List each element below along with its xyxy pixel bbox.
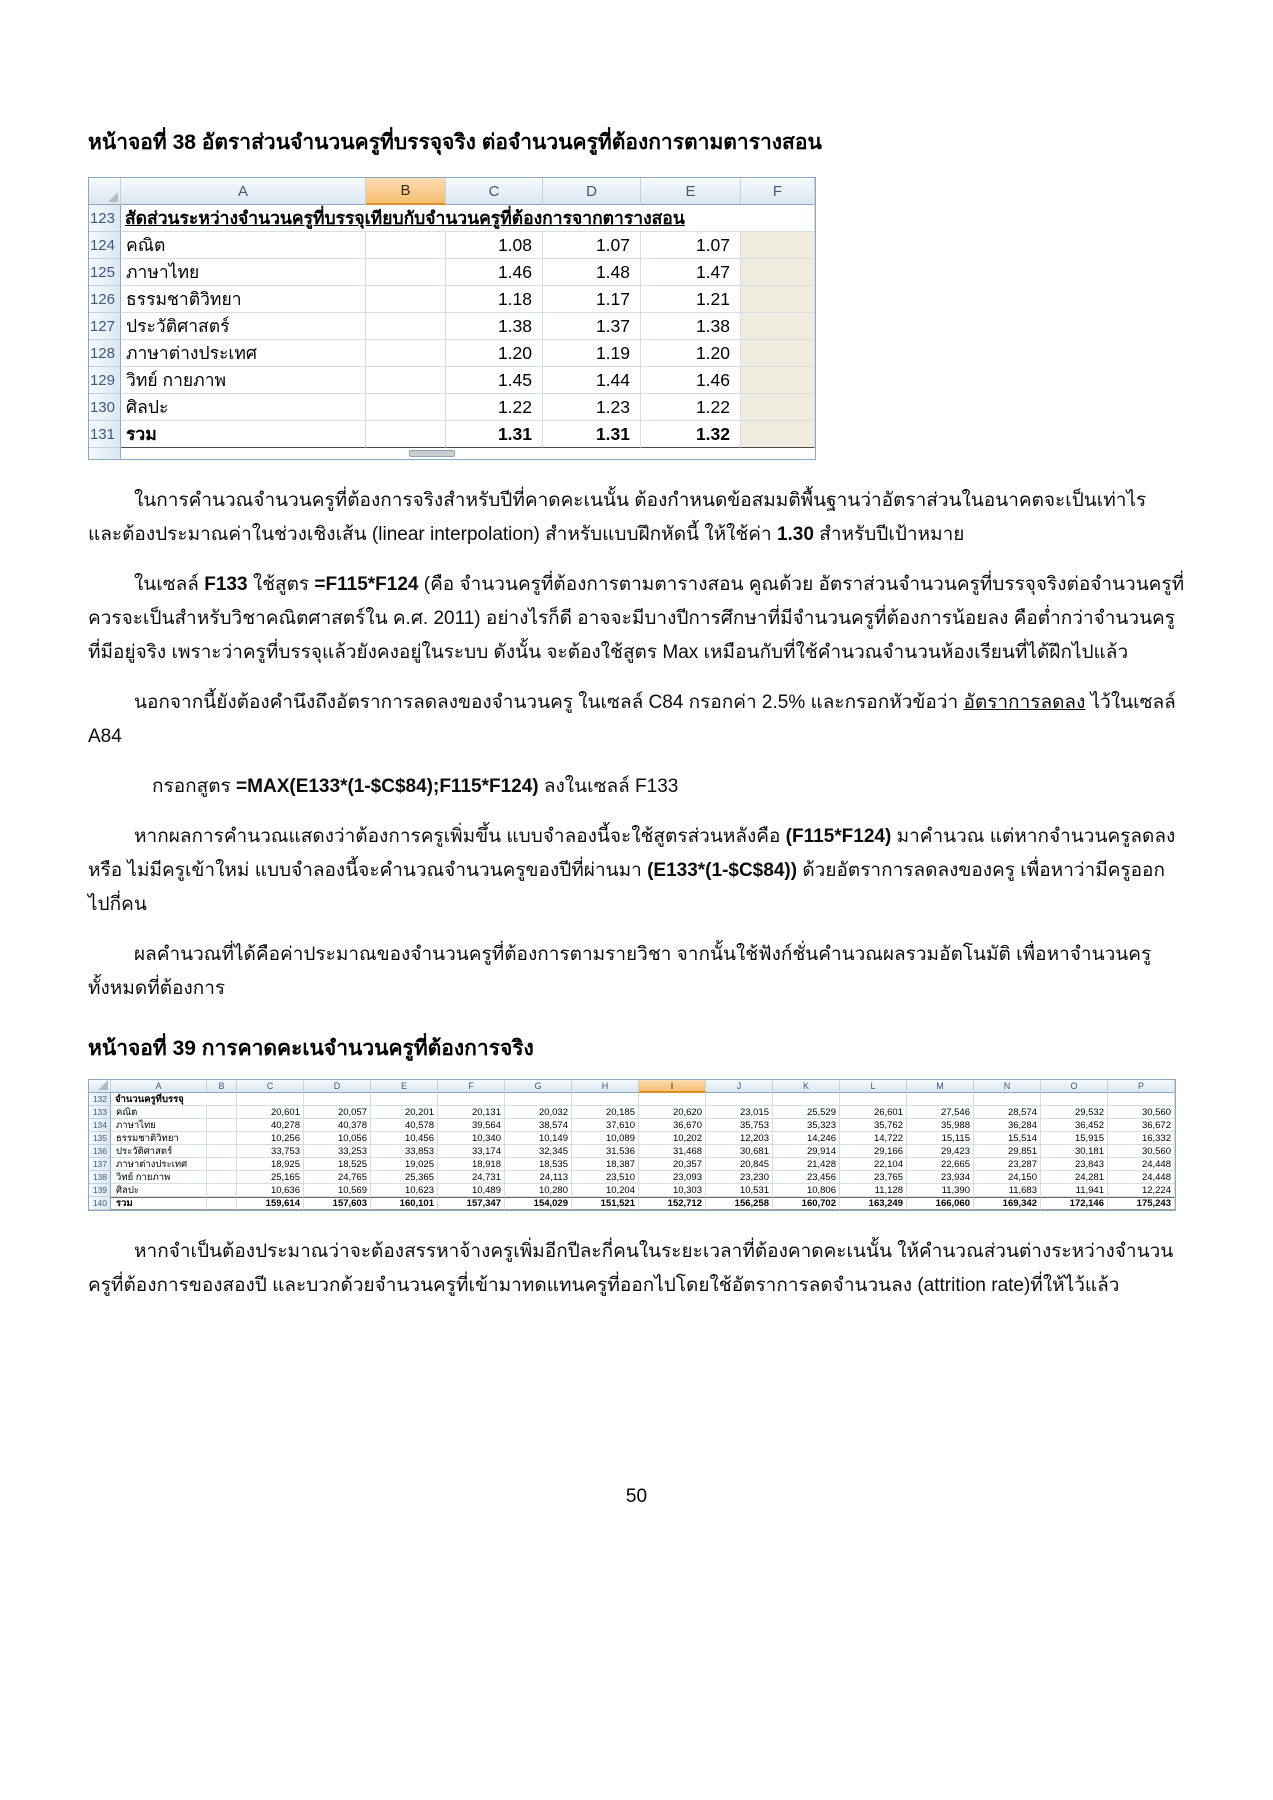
sheet-row-133 xyxy=(89,1106,1175,1119)
column-header-i: I xyxy=(639,1080,706,1093)
ratio-value-cell: 1.46 xyxy=(446,259,543,286)
count-value-cell: 11,390 xyxy=(907,1184,974,1197)
ratio-value-cell: 1.37 xyxy=(543,313,641,340)
count-value-cell: 26,601 xyxy=(840,1106,907,1119)
empty-cell xyxy=(207,1132,237,1145)
column-header-m: M xyxy=(907,1080,974,1093)
sheet-row-137 xyxy=(89,1158,1175,1171)
count-value-cell: 25,165 xyxy=(237,1171,304,1184)
empty-cell xyxy=(741,259,815,286)
count-value-cell: 18,387 xyxy=(572,1158,639,1171)
count-value-cell: 11,941 xyxy=(1041,1184,1108,1197)
count-value-cell: 163,249 xyxy=(840,1197,907,1210)
subject-label-cell: ประวัติศาสตร์ xyxy=(111,1145,207,1158)
count-value-cell: 15,915 xyxy=(1041,1132,1108,1145)
count-value-cell: 40,578 xyxy=(371,1119,438,1132)
bold-text-run: 1.30 xyxy=(776,524,814,545)
count-value-cell: 24,731 xyxy=(438,1171,505,1184)
count-value-cell: 40,378 xyxy=(304,1119,371,1132)
count-value-cell: 10,489 xyxy=(438,1184,505,1197)
column-header-f: F xyxy=(438,1080,505,1093)
count-value-cell: 16,332 xyxy=(1108,1132,1175,1145)
count-value-cell: 159,614 xyxy=(237,1197,304,1210)
empty-cell xyxy=(741,286,815,313)
row-number: 133 xyxy=(89,1106,111,1119)
empty-cell xyxy=(505,1093,572,1106)
count-value-cell: 20,032 xyxy=(505,1106,572,1119)
column-header-row xyxy=(89,1080,1175,1093)
paragraph-model-explanation xyxy=(88,820,1185,922)
empty-cell xyxy=(974,1093,1041,1106)
ratio-value-cell: 1.17 xyxy=(543,286,641,313)
empty-cell xyxy=(1041,1093,1108,1106)
count-value-cell: 160,101 xyxy=(371,1197,438,1210)
count-value-cell: 25,365 xyxy=(371,1171,438,1184)
count-value-cell: 31,468 xyxy=(639,1145,706,1158)
ratio-value-cell: 1.47 xyxy=(641,259,741,286)
ratio-value-cell: 1.46 xyxy=(641,367,741,394)
count-value-cell: 14,722 xyxy=(840,1132,907,1145)
subject-label-cell: ประวัติศาสตร์ xyxy=(121,313,366,340)
count-value-cell: 23,510 xyxy=(572,1171,639,1184)
empty-cell xyxy=(371,1093,438,1106)
empty-cell xyxy=(773,1093,840,1106)
count-value-cell: 152,712 xyxy=(639,1197,706,1210)
count-value-cell: 18,918 xyxy=(438,1158,505,1171)
count-value-cell: 30,560 xyxy=(1108,1106,1175,1119)
count-value-cell: 23,456 xyxy=(773,1171,840,1184)
underlined-text-run: อัตราการลดลง xyxy=(963,692,1086,713)
count-value-cell: 36,672 xyxy=(1108,1119,1175,1132)
subject-label-cell: รวม xyxy=(121,421,366,448)
column-header-l: L xyxy=(840,1080,907,1093)
empty-cell xyxy=(741,367,815,394)
partial-row xyxy=(89,448,815,459)
ratio-value-cell: 1.31 xyxy=(543,421,641,448)
empty-cell xyxy=(366,259,446,286)
count-value-cell: 10,623 xyxy=(371,1184,438,1197)
bold-text-run: F133 xyxy=(204,574,248,595)
count-value-cell: 23,765 xyxy=(840,1171,907,1184)
count-value-cell: 21,428 xyxy=(773,1158,840,1171)
empty-cell xyxy=(438,1093,505,1106)
row-number: 136 xyxy=(89,1145,111,1158)
empty-cell xyxy=(237,1093,304,1106)
count-value-cell: 10,456 xyxy=(371,1132,438,1145)
count-value-cell: 36,452 xyxy=(1041,1119,1108,1132)
empty-cell xyxy=(366,421,446,448)
column-header-row xyxy=(89,178,815,205)
sheet-row-139 xyxy=(89,1184,1175,1197)
column-header-h: H xyxy=(572,1080,639,1093)
count-value-cell: 11,128 xyxy=(840,1184,907,1197)
row-number: 130 xyxy=(89,394,121,421)
count-value-cell: 23,843 xyxy=(1041,1158,1108,1171)
ratio-value-cell: 1.20 xyxy=(641,340,741,367)
count-value-cell: 31,536 xyxy=(572,1145,639,1158)
empty-cell xyxy=(706,1093,773,1106)
text-run: หากจำเป็นต้องประมาณว่าจะต้องสรรหาจ้างครูเพิ่มอีกปีละกี่คนในระยะเวลาที่ต้องคาดคะเนนั้น ให้คำนวณส่วนต่างระหว่างจำนวนครูที่ต้องการของสองปี และบวกด้วยจำนวนครูที่เข้ามาทดแทนครูที่ออกไปโดยใช้อัตราการลดจำนวนลง (attrition rate)ที่ให้ไว้แล้ว xyxy=(88,1241,1174,1296)
count-value-cell: 23,093 xyxy=(639,1171,706,1184)
count-value-cell: 38,574 xyxy=(505,1119,572,1132)
row-number: 126 xyxy=(89,286,121,313)
ratio-value-cell: 1.18 xyxy=(446,286,543,313)
count-value-cell: 10,204 xyxy=(572,1184,639,1197)
count-value-cell: 33,174 xyxy=(438,1145,505,1158)
count-value-cell: 28,574 xyxy=(974,1106,1041,1119)
count-value-cell: 24,765 xyxy=(304,1171,371,1184)
text-run: ใช้สูตร xyxy=(247,574,315,595)
count-value-cell: 23,287 xyxy=(974,1158,1041,1171)
count-value-cell: 32,345 xyxy=(505,1145,572,1158)
column-header-c: C xyxy=(237,1080,304,1093)
empty-cell xyxy=(741,394,815,421)
column-header-e: E xyxy=(371,1080,438,1093)
sheet-title-cell: สัดส่วนระหว่างจำนวนครูที่บรรจุเทียบกับจำนวนครูที่ต้องการจากตารางสอน xyxy=(121,205,815,232)
count-value-cell: 20,057 xyxy=(304,1106,371,1119)
text-run: หากผลการคำนวณแสดงว่าต้องการครูเพิ่มขึ้น แบบจำลองนี้จะใช้สูตรส่วนหลังคือ xyxy=(134,826,786,847)
column-header-b: B xyxy=(207,1080,237,1093)
count-value-cell: 20,131 xyxy=(438,1106,505,1119)
empty-cell xyxy=(207,1119,237,1132)
text-run: กรอกสูตร xyxy=(152,776,237,797)
text-run: ด้วยอัตราการลดลงของครู เพื่อหาว่ามีครูออกไปกี่คน xyxy=(88,860,1165,915)
empty-cell xyxy=(207,1184,237,1197)
count-value-cell: 30,560 xyxy=(1108,1145,1175,1158)
column-header-b: B xyxy=(366,178,446,205)
count-value-cell: 36,284 xyxy=(974,1119,1041,1132)
row-number: 134 xyxy=(89,1119,111,1132)
screen-38-heading: หน้าจอที่ 38 อัตราส่วนจำนวนครูที่บรรจุจริง ต่อจำนวนครูที่ต้องการตามตารางสอน xyxy=(88,131,822,154)
ratio-value-cell: 1.20 xyxy=(446,340,543,367)
ratio-value-cell: 1.38 xyxy=(641,313,741,340)
count-value-cell: 20,845 xyxy=(706,1158,773,1171)
count-value-cell: 156,258 xyxy=(706,1197,773,1210)
sheet-row-125 xyxy=(89,259,815,286)
count-value-cell: 20,601 xyxy=(237,1106,304,1119)
ratio-value-cell: 1.21 xyxy=(641,286,741,313)
text-run: (คือ จำนวนครูที่ต้องการตามตารางสอน คูณด้วย อัตราส่วนจำนวนครูที่บรรจุจริงต่อจำนวนครูที่ควรจะเป็นสำหรับวิชาคณิตศาสตร์ใน ค.ศ. 2011) อย่างไรก็ดี อาจจะมีบางปีการศึกษาที่มีจำนวนครูที่ต้องการน้อยลง คือต่ำกว่าจำนวนครูที่มีอยู่จริง เพราะว่าครูที่บรรจุแล้วยังคงอยู่ในระบบ ดังนั้น จะต้องใช้สูตร Max เหมือนกับที่ใช้คำนวณจำนวนห้องเรียนที่ได้ฝึกไปแล้ว xyxy=(88,574,1185,663)
count-value-cell: 10,531 xyxy=(706,1184,773,1197)
row-number: 124 xyxy=(89,232,121,259)
count-value-cell: 160,702 xyxy=(773,1197,840,1210)
count-value-cell: 22,665 xyxy=(907,1158,974,1171)
row-number: 140 xyxy=(89,1197,111,1210)
count-value-cell: 10,280 xyxy=(505,1184,572,1197)
column-header-g: G xyxy=(505,1080,572,1093)
count-value-cell: 24,113 xyxy=(505,1171,572,1184)
text-run: ในเซลล์ xyxy=(134,574,205,595)
subject-label-cell: รวม xyxy=(111,1197,207,1210)
count-value-cell: 20,185 xyxy=(572,1106,639,1119)
count-value-cell: 35,762 xyxy=(840,1119,907,1132)
row-number: 129 xyxy=(89,367,121,394)
count-value-cell: 10,149 xyxy=(505,1132,572,1145)
row-number: 135 xyxy=(89,1132,111,1145)
paragraph-result-summary xyxy=(88,938,1185,1006)
count-value-cell: 35,753 xyxy=(706,1119,773,1132)
count-value-cell: 29,851 xyxy=(974,1145,1041,1158)
row-number: 131 xyxy=(89,421,121,448)
count-value-cell: 37,610 xyxy=(572,1119,639,1132)
column-header-o: O xyxy=(1041,1080,1108,1093)
count-value-cell: 10,569 xyxy=(304,1184,371,1197)
sheet-row-124 xyxy=(89,232,815,259)
empty-cell xyxy=(207,1106,237,1119)
count-value-cell: 40,278 xyxy=(237,1119,304,1132)
column-header-a: A xyxy=(111,1080,207,1093)
subject-label-cell: คณิต xyxy=(121,232,366,259)
subject-label-cell: คณิต xyxy=(111,1106,207,1119)
count-value-cell: 15,514 xyxy=(974,1132,1041,1145)
paragraph-attrition-entry xyxy=(88,686,1185,754)
count-value-cell: 33,253 xyxy=(304,1145,371,1158)
count-value-cell: 10,303 xyxy=(639,1184,706,1197)
count-value-cell: 12,224 xyxy=(1108,1184,1175,1197)
text-run: ผลคำนวณที่ได้คือค่าประมาณของจำนวนครูที่ต้องการตามรายวิชา จากนั้นใช้ฟังก์ชั่นคำนวณผลรวมอัตโนมัติ เพื่อหาจำนวนครูทั้งหมดที่ต้องการ xyxy=(88,944,1152,999)
count-value-cell: 24,448 xyxy=(1108,1171,1175,1184)
count-value-cell: 15,115 xyxy=(907,1132,974,1145)
column-header-j: J xyxy=(706,1080,773,1093)
count-value-cell: 30,181 xyxy=(1041,1145,1108,1158)
select-all-corner xyxy=(89,1080,111,1093)
count-value-cell: 172,146 xyxy=(1041,1197,1108,1210)
ratio-value-cell: 1.31 xyxy=(446,421,543,448)
text-run: นอกจากนี้ยังต้องคำนึงถึงอัตราการลดลงของจำนวนครู ในเซลล์ C84 กรอกค่า 2.5% และกรอกหัวข้อว่า xyxy=(134,692,964,713)
count-value-cell: 175,243 xyxy=(1108,1197,1175,1210)
count-value-cell: 36,670 xyxy=(639,1119,706,1132)
sheet-row-128 xyxy=(89,340,815,367)
count-value-cell: 23,015 xyxy=(706,1106,773,1119)
count-value-cell: 25,529 xyxy=(773,1106,840,1119)
ratio-value-cell: 1.07 xyxy=(543,232,641,259)
subject-label-cell: ธรรมชาติวิทยา xyxy=(111,1132,207,1145)
subject-label-cell: ศิลปะ xyxy=(121,394,366,421)
subject-label-cell: ศิลปะ xyxy=(111,1184,207,1197)
sheet-row-136 xyxy=(89,1145,1175,1158)
select-all-corner xyxy=(89,178,121,205)
count-value-cell: 10,806 xyxy=(773,1184,840,1197)
count-value-cell: 18,525 xyxy=(304,1158,371,1171)
count-value-cell: 166,060 xyxy=(907,1197,974,1210)
bold-text-run: (E133*(1-$C$84)) xyxy=(647,860,798,881)
subject-label-cell: วิทย์ กายภาพ xyxy=(121,367,366,394)
empty-cell xyxy=(366,394,446,421)
text-run: ลงในเซลล์ F133 xyxy=(538,776,679,797)
subject-label-cell: ภาษาต่างประเทศ xyxy=(111,1158,207,1171)
empty-cell xyxy=(741,340,815,367)
count-value-cell: 39,564 xyxy=(438,1119,505,1132)
bold-text-run: (F115*F124) xyxy=(785,826,892,847)
ratio-value-cell: 1.44 xyxy=(543,367,641,394)
empty-cell xyxy=(366,232,446,259)
count-value-cell: 33,753 xyxy=(237,1145,304,1158)
count-value-cell: 10,340 xyxy=(438,1132,505,1145)
column-header-n: N xyxy=(974,1080,1041,1093)
empty-cell xyxy=(207,1197,237,1210)
count-value-cell: 18,535 xyxy=(505,1158,572,1171)
excel-screenshot-teacher-ratios xyxy=(88,177,816,460)
count-value-cell: 14,246 xyxy=(773,1132,840,1145)
count-value-cell: 35,323 xyxy=(773,1119,840,1132)
paragraph-f133-formula xyxy=(88,568,1185,670)
screen-39-heading: หน้าจอที่ 39 การคาดคะเนจำนวนครูที่ต้องการจริง xyxy=(88,1037,534,1060)
column-header-e: E xyxy=(641,178,741,205)
count-value-cell: 29,914 xyxy=(773,1145,840,1158)
empty-cell xyxy=(572,1093,639,1106)
sheet-row-134 xyxy=(89,1119,1175,1132)
row-number: 137 xyxy=(89,1158,111,1171)
column-header-k: K xyxy=(773,1080,840,1093)
ratio-value-cell: 1.45 xyxy=(446,367,543,394)
count-value-cell: 24,150 xyxy=(974,1171,1041,1184)
column-header-c: C xyxy=(446,178,543,205)
count-value-cell: 154,029 xyxy=(505,1197,572,1210)
count-value-cell: 19,025 xyxy=(371,1158,438,1171)
count-value-cell: 24,448 xyxy=(1108,1158,1175,1171)
empty-cell xyxy=(207,1171,237,1184)
ratio-value-cell: 1.48 xyxy=(543,259,641,286)
count-value-cell: 10,202 xyxy=(639,1132,706,1145)
count-value-cell: 24,281 xyxy=(1041,1171,1108,1184)
empty-cell xyxy=(1108,1093,1175,1106)
column-header-f: F xyxy=(741,178,815,205)
count-value-cell: 151,521 xyxy=(572,1197,639,1210)
subject-label-cell: ภาษาต่างประเทศ xyxy=(121,340,366,367)
paragraph-recruitment xyxy=(88,1235,1185,1303)
bold-text-run: =F115*F124 xyxy=(314,574,419,595)
sheet-row-131 xyxy=(89,421,815,448)
row-number: 132 xyxy=(89,1093,111,1106)
paragraph-assumption xyxy=(88,484,1185,552)
section-title-cell: จำนวนครูที่บรรจุ xyxy=(111,1093,237,1106)
count-value-cell: 157,603 xyxy=(304,1197,371,1210)
empty-cell xyxy=(207,1145,237,1158)
row-gutter xyxy=(89,448,121,459)
count-value-cell: 20,357 xyxy=(639,1158,706,1171)
count-value-cell: 18,925 xyxy=(237,1158,304,1171)
count-value-cell: 12,203 xyxy=(706,1132,773,1145)
sheet-row-123 xyxy=(89,205,815,232)
count-value-cell: 10,056 xyxy=(304,1132,371,1145)
text-run: มาคำนวณ แต่หากจำนวนครูลดลง หรือ ไม่มีครูเข้าใหม่ แบบจำลองนี้จะคำนวณจำนวนครูของปีที่ผ่านมา xyxy=(88,826,1176,881)
count-value-cell: 27,546 xyxy=(907,1106,974,1119)
empty-cell xyxy=(304,1093,371,1106)
column-header-d: D xyxy=(304,1080,371,1093)
column-header-p: P xyxy=(1108,1080,1175,1093)
count-value-cell: 23,934 xyxy=(907,1171,974,1184)
empty-cell xyxy=(639,1093,706,1106)
sheet-row-127 xyxy=(89,313,815,340)
count-value-cell: 22,104 xyxy=(840,1158,907,1171)
ratio-value-cell: 1.08 xyxy=(446,232,543,259)
empty-cell xyxy=(366,313,446,340)
count-value-cell: 20,620 xyxy=(639,1106,706,1119)
empty-cell xyxy=(907,1093,974,1106)
ratio-value-cell: 1.38 xyxy=(446,313,543,340)
excel-screenshot-teacher-projection xyxy=(88,1079,1176,1211)
empty-cell xyxy=(366,340,446,367)
text-run: ไว้ในเซลล์ A84 xyxy=(88,692,1176,747)
ratio-value-cell: 1.07 xyxy=(641,232,741,259)
empty-cell xyxy=(840,1093,907,1106)
ratio-value-cell: 1.19 xyxy=(543,340,641,367)
empty-cell xyxy=(207,1158,237,1171)
row-number: 123 xyxy=(89,205,121,232)
count-value-cell: 169,342 xyxy=(974,1197,1041,1210)
row-number: 125 xyxy=(89,259,121,286)
count-value-cell: 10,256 xyxy=(237,1132,304,1145)
count-value-cell: 33,853 xyxy=(371,1145,438,1158)
sheet-row-130 xyxy=(89,394,815,421)
page-number: 50 xyxy=(625,1486,648,1507)
count-value-cell: 35,988 xyxy=(907,1119,974,1132)
sheet-row-132 xyxy=(89,1093,1175,1106)
ratio-value-cell: 1.22 xyxy=(446,394,543,421)
subject-label-cell: วิทย์ กายภาพ xyxy=(111,1171,207,1184)
row-number: 139 xyxy=(89,1184,111,1197)
row-number: 138 xyxy=(89,1171,111,1184)
count-value-cell: 11,683 xyxy=(974,1184,1041,1197)
subject-label-cell: ธรรมชาติวิทยา xyxy=(121,286,366,313)
ratio-value-cell: 1.22 xyxy=(641,394,741,421)
paragraph-max-formula xyxy=(88,770,1185,804)
count-value-cell: 157,347 xyxy=(438,1197,505,1210)
ratio-value-cell: 1.23 xyxy=(543,394,641,421)
text-run: ในการคำนวณจำนวนครูที่ต้องการจริงสำหรับปีที่คาดคะเนนั้น ต้องกำหนดข้อสมมติพื้นฐานว่าอัตราส่วนในอนาคตจะเป็นเท่าไร และต้องประมาณค่าในช่วงเชิงเส้น (linear interpolation) สำหรับแบบฝึกหัดนี้ ให้ใช้ค่า xyxy=(88,490,1147,545)
empty-cell xyxy=(741,313,815,340)
empty-cell xyxy=(741,421,815,448)
count-value-cell: 23,230 xyxy=(706,1171,773,1184)
count-value-cell: 29,166 xyxy=(840,1145,907,1158)
empty-cell xyxy=(366,367,446,394)
count-value-cell: 29,423 xyxy=(907,1145,974,1158)
bold-text-run: =MAX(E133*(1-$C$84);F115*F124) xyxy=(236,776,539,797)
sheet-row-129 xyxy=(89,367,815,394)
text-run: สำหรับปีเป้าหมาย xyxy=(813,524,965,545)
column-header-d: D xyxy=(543,178,641,205)
column-header-a: A xyxy=(121,178,366,205)
empty-cell xyxy=(366,286,446,313)
row-number: 127 xyxy=(89,313,121,340)
row-number: 128 xyxy=(89,340,121,367)
sheet-row-140 xyxy=(89,1197,1175,1210)
subject-label-cell: ภาษาไทย xyxy=(111,1119,207,1132)
subject-label-cell: ภาษาไทย xyxy=(121,259,366,286)
sheet-row-126 xyxy=(89,286,815,313)
ratio-value-cell: 1.32 xyxy=(641,421,741,448)
count-value-cell: 20,201 xyxy=(371,1106,438,1119)
count-value-cell: 10,089 xyxy=(572,1132,639,1145)
empty-cell xyxy=(741,232,815,259)
count-value-cell: 30,681 xyxy=(706,1145,773,1158)
count-value-cell: 29,532 xyxy=(1041,1106,1108,1119)
sheet-row-138 xyxy=(89,1171,1175,1184)
count-value-cell: 10,636 xyxy=(237,1184,304,1197)
scrollbar-thumb xyxy=(409,450,455,457)
sheet-row-135 xyxy=(89,1132,1175,1145)
